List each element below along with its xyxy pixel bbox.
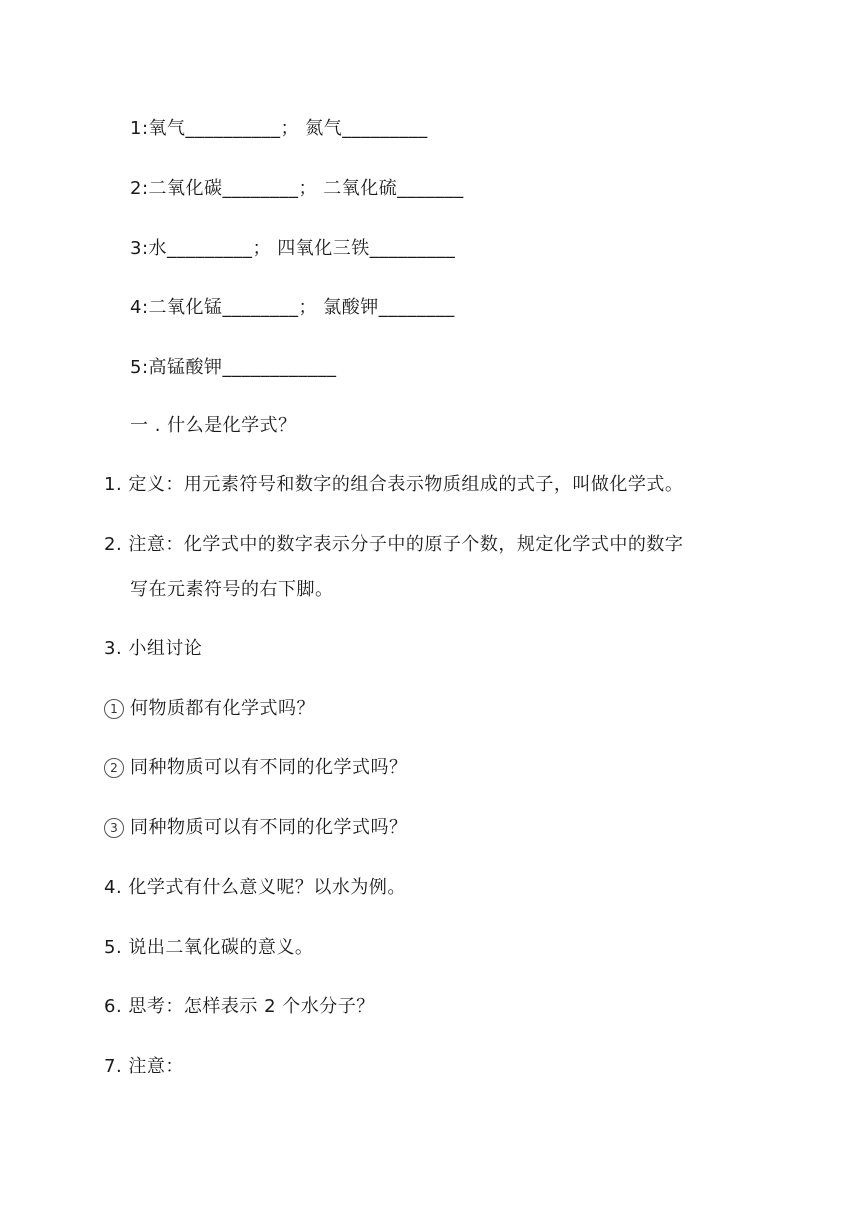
fill-item-2: 2:二氧化碳________； 二氧化硫_______ — [130, 178, 464, 199]
fill-item-3: 3:水_________； 四氧化三铁_________ — [130, 238, 456, 259]
point-5-co2-meaning: 5. 说出二氧化碳的意义。 — [104, 937, 314, 958]
circled-number-marker: 3 — [104, 818, 124, 838]
discussion-text: 何物质都有化学式吗？ — [130, 698, 315, 719]
fill-item-4: 4:二氧化锰________； 氯酸钾________ — [130, 297, 455, 318]
discussion-item-2 — [104, 756, 408, 780]
circled-number-marker: 1 — [104, 699, 124, 719]
discussion-item-3 — [104, 816, 408, 840]
discussion-text: 同种物质可以有不同的化学式吗？ — [130, 817, 408, 838]
discussion-item-1 — [104, 697, 315, 721]
point-7-note: 7. 注意： — [104, 1056, 184, 1077]
point-1-definition: 1. 定义：用元素符号和数字的组合表示物质组成的式子，叫做化学式。 — [104, 474, 684, 495]
fill-item-1: 1:氧气__________； 氮气_________ — [130, 118, 428, 139]
point-2-note: 2. 注意：化学式中的数字表示分子中的原子个数，规定化学式中的数字 — [104, 534, 684, 555]
point-4-meaning: 4. 化学式有什么意义呢？以水为例。 — [104, 877, 406, 898]
section-heading: 一 . 什么是化学式？ — [130, 415, 297, 436]
fill-item-5: 5:高锰酸钾____________ — [130, 357, 337, 378]
point-3-group-discussion: 3. 小组讨论 — [104, 638, 203, 659]
circled-number-marker: 2 — [104, 758, 124, 778]
discussion-text: 同种物质可以有不同的化学式吗？ — [130, 757, 408, 778]
point-6-think: 6. 思考：怎样表示 2 个水分子？ — [104, 996, 375, 1017]
point-2-note-continued: 写在元素符号的右下脚。 — [130, 579, 334, 600]
